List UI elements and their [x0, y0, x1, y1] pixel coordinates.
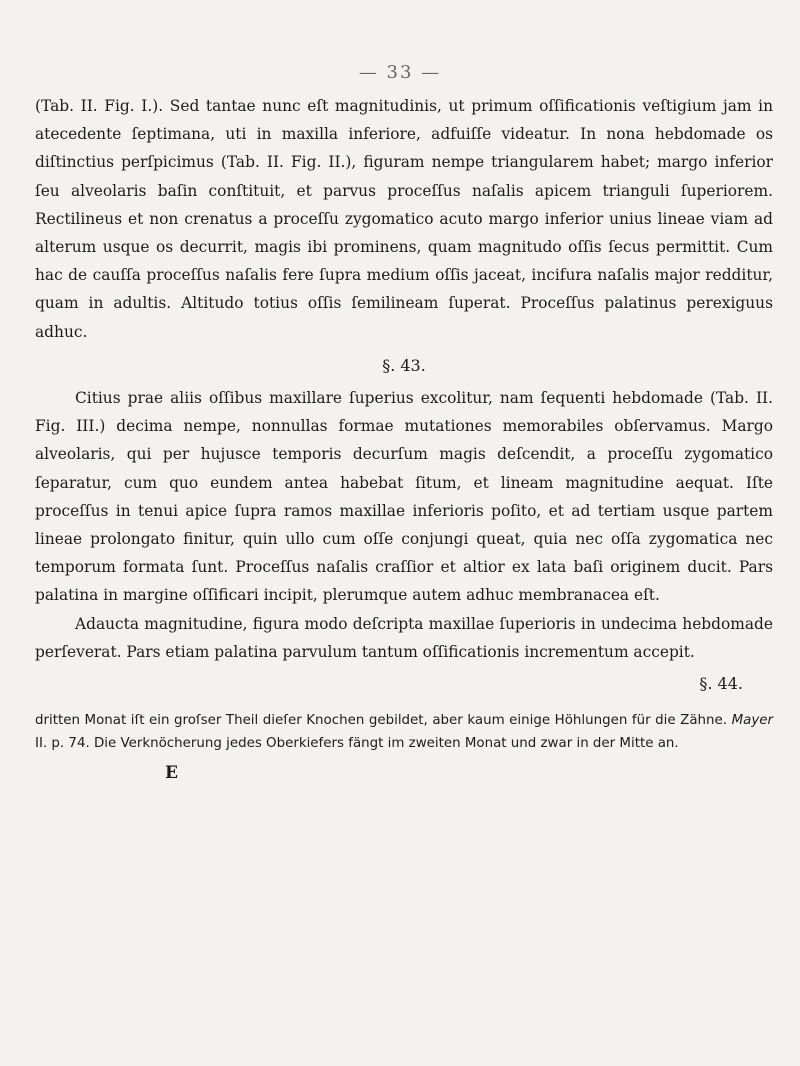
paragraph-1: (Tab. II. Fig. I.). Sed tantae nunc eſt magnitudinis, ut primum oſſificationis veſtigium jam in atecedente ſeptimana, uti in maxilla inferiore, adfuiſſe videatur. In nona hebdomade os diſtinctius perſpicimus (Tab. II. Fig. II.), figuram nempe triangularem habet; margo inferior ſeu alveolaris baſin conſtituit, et parvus proceſſus naſalis apicem trianguli ſuperiorem. Rectilineus et non crenatus a proceſſu zygomatico acuto margo inferior unius lineae viam ad alterum usque os decurrit, magis ibi prominens, quam magnitudo oſſis ſecus permittit. Cum hac de cauſſa proceſſus naſalis fere ſupra medium oſſis jaceat, incifura naſalis major redditur, quam in adultis. Altitudo totius oſſis ſemilineam ſuperat. Proceſſus palatinus perexiguus adhuc.	[35, 97, 773, 341]
footnote-citation: Mayer	[731, 713, 773, 729]
footnote-text-a: dritten Monat iſt ein groſser Theil dieſer Knochen gebildet, aber kaum einige Höhlungen für die Zähne.	[35, 713, 732, 729]
section-heading-44: §. 44.	[699, 674, 743, 694]
document-body	[35, 92, 773, 787]
footnote	[35, 710, 773, 755]
paragraph-3: Adaucta magnitudine, figura modo deſcripta maxillae ſuperioris in undecima hebdomade perſeverat. Pars etiam palatina parvulum tantum oſſificationis incrementum accepit.	[35, 614, 773, 661]
section-heading-43: §. 43.	[382, 355, 426, 375]
page-number: — 33 —	[358, 62, 442, 83]
paragraph-2: Citius prae aliis oſſibus maxillare ſuperius excolitur, nam ſequenti hebdomade (Tab. II. Fig. III.) decima nempe, nonnullas formae mutationes memorabiles obſervamus. Margo alveolaris, qui per hujusce temporis decurſum magis deſcendit, a proceſſu zygomatico ſeparatur, cum quo eundem antea habebat ſitum, et lineam magnitudine aequat. Iſte proceſſus in tenui apice ſupra ramos maxillae inferioris poſito, et ad tertiam usque partem lineae prolongato finitur, quin ullo cum oſſe conjungi queat, quia nec oſſa zygomatica nec temporum formata ſunt. Proceſſus naſalis craſſior et altior ex lata baſi originem ducit. Pars palatina in margine oſſificari incipit, plerumque autem adhuc membranacea eſt.	[35, 389, 773, 605]
signature-mark: E	[165, 763, 178, 784]
footnote-text-b: II. p. 74. Die Verknöcherung jedes Oberkiefers fängt im zweiten Monat und zwar in der Mitte an.	[35, 735, 679, 751]
